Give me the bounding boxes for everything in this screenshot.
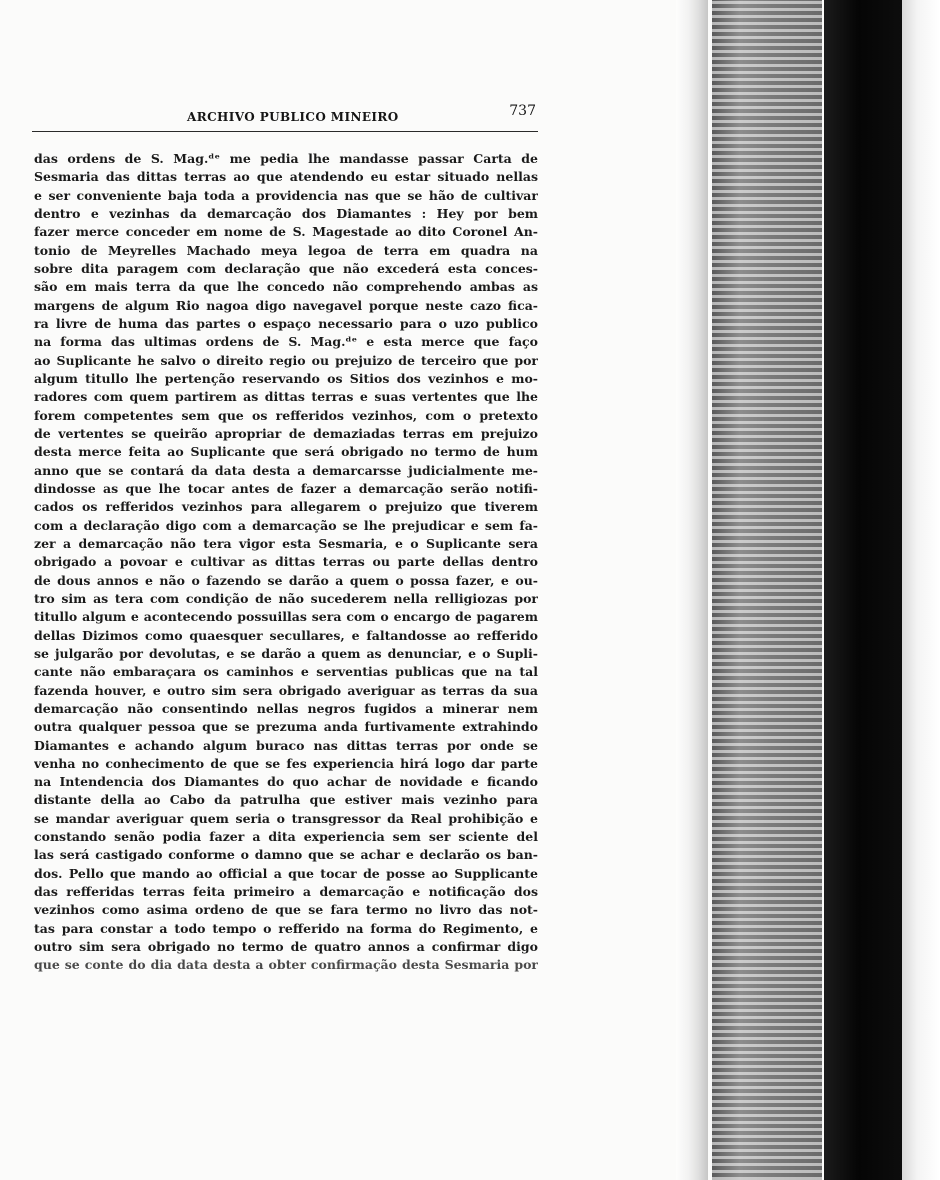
- text-line: anno que se contará da data desta a demarcarsse judicialmente me-: [34, 462, 538, 478]
- page-number: 737: [509, 103, 536, 119]
- text-line: fazer merce conceder em nome de S. Magestade ao dito Coronel An-: [34, 224, 538, 240]
- text-line: radores com quem partirem as dittas terras e suas vertentes que lhe: [34, 389, 538, 405]
- text-line: forem competentes sem que os refferidos vezinhos, com o pretexto: [34, 407, 538, 423]
- text-line: cados os refferidos vezinhos para allegarem o prejuizo que tiverem: [34, 499, 538, 515]
- text-line: zer a demarcação não tera vigor esta Sesmaria, e o Suplicante sera: [34, 535, 538, 551]
- text-line: constando senão podia fazer a dita experiencia sem ser sciente del: [34, 829, 538, 845]
- text-line: outro sim sera obrigado no termo de quatro annos a confirmar digo: [34, 939, 538, 955]
- text-line: tro sim as tera com condição de não sucederem nella relligiozas por: [34, 590, 538, 606]
- text-line: e ser conveniente baja toda a providencia nas que se hão de cultivar: [34, 187, 538, 203]
- text-line: das refferidas terras feita primeiro a demarcação e notificação dos: [34, 884, 538, 900]
- text-line: las será castigado conforme o damno que se achar e declarão os ban-: [34, 847, 538, 863]
- text-line: se mandar averiguar quem seria o transgressor da Real prohibição e: [34, 810, 538, 826]
- text-line: fazenda houver, e outro sim sera obrigado averiguar as terras da sua: [34, 682, 538, 698]
- text-line: vezinhos como asima ordeno de que se fara termo no livro das not-: [34, 902, 538, 918]
- text-line: de dous annos e não o fazendo se darão a quem o possa fazer, e ou-: [34, 572, 538, 588]
- text-line: titullo algum e acontecendo possuillas sera com o encargo de pagarem: [34, 609, 538, 625]
- text-line: dindosse as que lhe tocar antes de fazer a demarcação serão notifi-: [34, 480, 538, 496]
- text-line: tas para constar a todo tempo o refferido na forma do Regimento, e: [34, 920, 538, 936]
- page-header: [32, 103, 540, 125]
- text-line: ra livre de huma das partes o espaço necessario para o uzo publico: [34, 315, 538, 331]
- text-line: de vertentes se queirão apropriar de demaziadas terras em prejuizo: [34, 425, 538, 441]
- text-line: na Intendencia dos Diamantes do quo achar de novidade e ficando: [34, 774, 538, 790]
- text-line: das ordens de S. Mag.ᵈᵉ me pedia lhe mandasse passar Carta de: [34, 151, 538, 166]
- text-line: se julgarão por devolutas, e se darão a quem as denunciar, e o Supli-: [34, 645, 538, 661]
- text-line: com a declaração digo com a demarcação se lhe prejudicar e sem fa-: [34, 517, 538, 533]
- adjacent-page-edge: [712, 0, 822, 1180]
- text-line: na forma das ultimas ordens de S. Mag.ᵈᵉ e esta merce que faço: [34, 334, 538, 350]
- text-line: cante não embaraçara os caminhos e serventias publicas que na tal: [34, 664, 538, 680]
- text-line: margens de algum Rio nagoa digo navegavel porque neste cazo fica-: [34, 297, 538, 313]
- running-head: ARCHIVO PUBLICO MINEIRO: [187, 110, 399, 124]
- text-line: dos. Pello que mando ao official a que tocar de posse ao Supplicante: [34, 865, 538, 881]
- text-line: tonio de Meyrelles Machado meya legoa de terra em quadra na: [34, 242, 538, 258]
- outer-margin: [902, 0, 940, 1180]
- text-line: desta merce feita ao Suplicante que será obrigado no termo de hum: [34, 444, 538, 460]
- text-line: dellas Dizimos como quaesquer secullares, e faltandosse ao refferido: [34, 627, 538, 643]
- text-line: obrigado a povoar e cultivar as dittas terras ou parte dellas dentro: [34, 554, 538, 570]
- binding-shadow: [824, 0, 902, 1180]
- header-rule: [32, 131, 538, 132]
- gutter-grain: [676, 0, 708, 1180]
- text-line: outra qualquer pessoa que se prezuma anda furtivamente extrahindo: [34, 719, 538, 735]
- text-line-cut-off: que se conte do dia data desta a obter confirmação desta Sesmaria por: [34, 957, 538, 973]
- text-line: Diamantes e achando algum buraco nas dittas terras por onde se: [34, 737, 538, 753]
- text-line: dentro e vezinhas da demarcação dos Diamantes : Hey por bem: [34, 205, 538, 221]
- text-line: Sesmaria das dittas terras ao que atendendo eu estar situado nellas: [34, 169, 538, 185]
- text-line: venha no conhecimento de que se fes experiencia hirá logo dar parte: [34, 755, 538, 771]
- body-text: [34, 150, 538, 975]
- text-line: algum titullo lhe pertenção reservando os Sitios dos vezinhos e mo-: [34, 370, 538, 386]
- text-line: distante della ao Cabo da patrulha que estiver mais vezinho para: [34, 792, 538, 808]
- text-line: sobre dita paragem com declaração que não excederá esta conces-: [34, 260, 538, 276]
- book-gutter: [676, 0, 940, 1180]
- text-line: demarcação não consentindo nellas negros fugidos a minerar nem: [34, 700, 538, 716]
- text-line: ao Suplicante he salvo o direito regio ou prejuizo de terceiro que por: [34, 352, 538, 368]
- text-line: são em mais terra da que lhe concedo não comprehendo ambas as: [34, 279, 538, 295]
